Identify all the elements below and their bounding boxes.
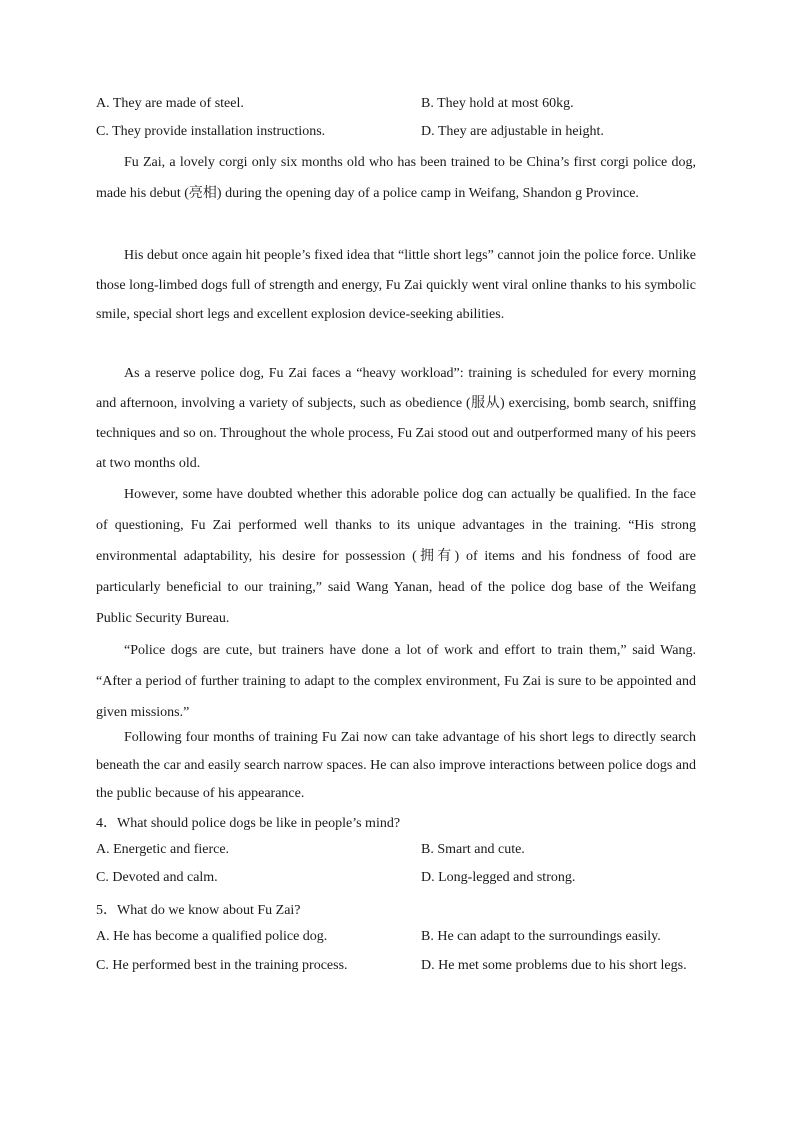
question-5-stem: 5．What do we know about Fu Zai? [96, 903, 301, 918]
q5-option-a: A. He has become a qualified police dog. [96, 929, 328, 944]
option-d: D. They are adjustable in height. [421, 124, 604, 139]
option-b: B. They hold at most 60kg. [421, 96, 574, 111]
passage-paragraph-5: “Police dogs are cute, but trainers have done a lot of work and effort to train them,” said Wang. “After a period of further training to adapt to the complex environment, Fu Zai is sure to be appointed and given missions.” [96, 643, 696, 720]
option-a: A. They are made of steel. [96, 96, 244, 111]
q4-option-b: B. Smart and cute. [421, 842, 525, 857]
question-4-options-row-1 [96, 842, 696, 862]
passage-paragraph-2: His debut once again hit people’s fixed idea that “little short legs” cannot join the police force. Unlike those long-limbed dogs full of strength and energy, Fu Zai quickly went viral online thanks to his symbolic smile, special short legs and excellent explosion device-seeking abilities. [96, 248, 696, 322]
question-4-stem: 4．What should police dogs be like in people’s mind? [96, 816, 401, 831]
option-c: C. They provide installation instructions. [96, 124, 326, 139]
q5-option-b: B. He can adapt to the surroundings easily. [421, 929, 661, 944]
q4-option-c: C. Devoted and calm. [96, 870, 218, 885]
passage-paragraph-3: As a reserve police dog, Fu Zai faces a “heavy workload”: training is scheduled for every morning and afternoon, involving a variety of subjects, such as obedience (服从) exercising, bomb search, sniffing techniques and so on. Throughout the whole process, Fu Zai stood out and outperformed many of his peers at two months old. [96, 366, 696, 471]
q4-option-a: A. Energetic and fierce. [96, 842, 230, 857]
question-5-options-row-2 [96, 952, 696, 980]
passage-paragraph-1: Fu Zai, a lovely corgi only six months old who has been trained to be China’s first corgi police dog, made his debut (亮相) during the opening day of a police camp in Weifang, Shandon g Province. [96, 155, 696, 201]
q4-option-d: D. Long-legged and strong. [421, 870, 576, 885]
question-4-options-row-2 [96, 870, 696, 890]
q5-option-c: C. He performed best in the training process. [96, 958, 348, 973]
question-5-options-row-1 [96, 929, 696, 949]
passage-paragraph-4: However, some have doubted whether this adorable police dog can actually be qualified. In the face of questioning, Fu Zai performed well thanks to its unique advantages in the training. “His strong environmental adaptability, his desire for possession (拥有) of items and his fondness of food are particularly beneficial to our training,” said Wang Yanan, head of the police dog base of the Weifang Public Security Bureau. [96, 487, 696, 626]
prev-question-options-row-2 [96, 124, 696, 144]
q5-option-d: D. He met some problems due to his short legs. [421, 958, 687, 973]
passage-paragraph-6: Following four months of training Fu Zai now can take advantage of his short legs to directly search beneath the car and easily search narrow spaces. He can also improve interactions between police dogs and the public because of his appearance. [96, 730, 696, 801]
prev-question-options-row-1 [96, 96, 696, 116]
